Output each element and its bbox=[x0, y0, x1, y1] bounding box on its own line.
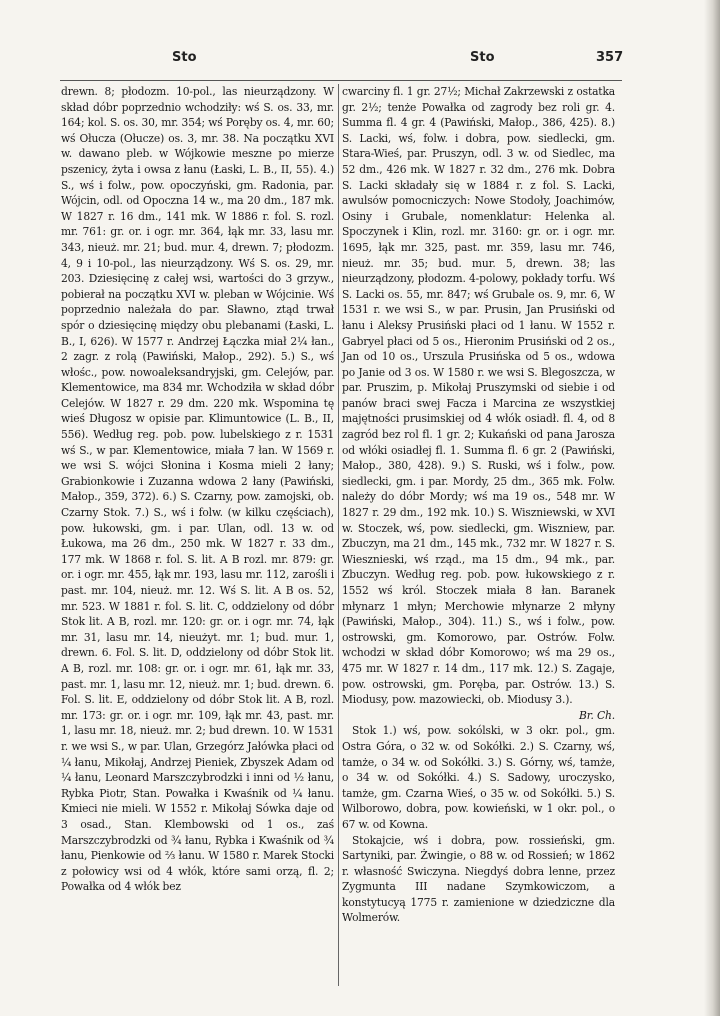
page-number: 357 bbox=[596, 50, 624, 65]
right-column bbox=[342, 84, 615, 926]
header-right-title: Sto bbox=[470, 50, 495, 65]
header-rule bbox=[60, 80, 622, 81]
page-header bbox=[0, 50, 720, 70]
header-left-title: Sto bbox=[172, 50, 197, 65]
author-signature: Br. Ch. bbox=[579, 708, 615, 722]
column-divider bbox=[338, 84, 339, 986]
book-spine-shadow bbox=[704, 0, 720, 1016]
entry-stokajcie: Stokajcie, wś i dobra, pow. rossieński, gm. Sartyniki, par. Żwingie, o 88 w. od Rossień; w 1862 r. własność Swiczyna. Niegdyś dobra lenne, przez Zygmunta III nadane Szymkowiczom, a konstytucyą 1775 r. zamienione w dziedziczne dla Wolmerów. bbox=[342, 833, 615, 925]
left-column bbox=[61, 84, 334, 895]
entry-continuation: cwarciny fl. 1 gr. 27½; Michał Zakrzewski z ostatka gr. 2½; tenże Powałka od zagrody bez roli gr. 4. Summa fl. 4 gr. 4 (Pawiński, Małop., 386, 425). 8.) S. Lacki, wś, folw. i dobra, pow. siedlecki, gm. Stara-Wieś, par. Pruszyn, odl. 3 w. od Siedlec, ma 52 dm., 426 mk. W 1827 r. 32 dm., 276 mk. Dobra S. Lacki składały się w 1884 r. z fol. S. Lacki, awulsów pomocniczych: Nowe Stodoły, Joachimów, Osiny i Grubale, nomenklatur: Helenka al. Spoczynek i Klin, rozl. mr. 3160: gr. or. i ogr. mr. 1695, łąk mr. 325, past. mr. 359, lasu mr. 746, nieuż. mr. 35; bud. mur. 5, drewn. 38; las nieurządzony, płodozm. 4-polowy, pokłady torfu. Wś S. Lacki os. 55, mr. 847; wś Grubale os. 9, mr. 6, W 1531 r. we wsi S., w par. Prusin, Jan Prusiński od łanu i Aleksy Prusiński płaci od 1 łanu. W 1552 r. Gabryel płaci od 5 os., Hieronim Prusiński od 2 os., Jan od 10 os., Urszula Prusińska od 5 os., wdowa po Janie od 3 os. W 1580 r. we wsi S. Blegoszcza, w par. Pruszim, p. Mikołaj Pruszymski od siebie i od panów braci swej Facza i Marcina ze wszystkiej majętności prusimskiej od 4 włók osiadł. fl. 4, od 8 zagród bez rol fl. 1 gr. 2; Kukański od pana Jarosza od włóki osiadłej fl. 1. Summa fl. 6 gr. 2 (Pawiński, Małop., 380, 428). 9.) S. Ruski, wś i folw., pow. siedlecki, gm. i par. Mordy, 25 dm., 365 mk. Folw. należy do dóbr Mordy; wś ma 19 os., 548 mr. W 1827 r. 29 dm., 192 mk. 10.) S. Wiszniewski, w XVI w. Stoczek, wś, pow. siedlecki, gm. Wiszniew, par. Zbuczyn, ma 21 dm., 145 mk., 732 mr. W 1827 r. S. Wiesznieski, wś rząd., ma 15 dm., 94 mk., par. Zbuczyn. Według reg. pob. pow. łukowskiego z r. 1552 wś król. Stoczek miała 8 łan. Baranek młynarz 1 młyn; Merchowie młynarze 2 młyny (Pawiński, Małop., 304). 11.) S., wś i folw., pow. ostrowski, gm. Komorowo, par. Ostrów. Folw. wchodzi w skład dóbr Komorowo; wś ma 29 os., 475 mr. W 1827 r. 14 dm., 117 mk. 12.) S. Zagaje, pow. ostrowski, gm. Poręba, par. Ostrów. 13.) S. Miodusy, pow. mazowiecki, ob. Miodusy 3.). bbox=[342, 85, 615, 707]
left-column-text: drewn. 8; płodozm. 10-pol., las nieurządzony. W skład dóbr poprzednio wchodziły: wś S. os. 33, mr. 164; kol. S. os. 30, mr. 354; wś Poręby os. 4, mr. 60; wś Ołucza (Ołucze) os. 3, mr. 38. Na początku XVI w. dawano pleb. w Wójkowie meszne po mierze pszenicy, żyta i owsa z łanu (Łaski, L. B., II, 55). 4.) S., wś i folw., pow. opoczyński, gm. Radonia, par. Wójcin, odl. od Opoczna 14 w., ma 20 dm., 187 mk. W 1827 r. 16 dm., 141 mk. W 1886 r. fol. S. rozl. mr. 761: gr. or. i ogr. mr. 364, łąk mr. 33, lasu mr. 343, nieuż. mr. 21; bud. mur. 4, drewn. 7; płodozm. 4, 9 i 10-pol., las nieurządzony. Wś S. os. 29, mr. 203. Dziesięcinę z całej wsi, wartości do 3 grzyw., pobierał na początku XVI w. pleban w Wójcinie. Wś poprzednio należała do par. Sławno, ztąd trwał spór o dziesięcinę między obu plebanami (Łaski, L. B., I, 626). W 1577 r. Andrzej Łączka miał 2¼ łan., 2 zagr. z rolą (Pawiński, Małop., 292). 5.) S., wś włośc., pow. nowoaleksandryjski, gm. Celejów, par. Klementowice, ma 834 mr. Wchodziła w skład dóbr Celejów. W 1827 r. 29 dm. 220 mk. Wspomina tę wieś Długosz w opisie par. Klimuntowice (L. B., II, 556). Według reg. pob. pow. lubelskiego z r. 1531 wś S., w par. Klementowice, miała 7 łan. W 1569 r. we wsi S. wójci Słonina i Kosma mieli 2 łany; Grabionkowie i Zuzanna wdowa 2 łany (Pawiński, Małop., 359, 372). 6.) S. Czarny, pow. zamojski, ob. Czarny Stok. 7.) S., wś i folw. (w kilku częściach), pow. łukowski, gm. i par. Ulan, odl. 13 w. od Łukowa, ma 26 dm., 250 mk. W 1827 r. 33 dm., 177 mk. W 1868 r. fol. S. lit. A B rozl. mr. 879: gr. or. i ogr. mr. 455, łąk mr. 193, lasu mr. 112, zarośli i past. mr. 104, nieuż. mr. 12. Wś S. lit. A B os. 52, mr. 523. W 1881 r. fol. S. lit. C, oddzielony od dóbr Stok lit. A B, rozl. mr. 120: gr. or. i ogr. mr. 74, łąk mr. 31, lasu mr. 14, nieużyt. mr. 1; bud. mur. 1, drewn. 6. Fol. S. lit. D, oddzielony od dóbr Stok lit. A B, rozl. mr. 108: gr. or. i ogr. mr. 61, łąk mr. 33, past. mr. 1, lasu mr. 12, nieuż. mr. 1; bud. drewn. 6. Fol. S. lit. E, oddzielony od dóbr Stok lit. A B, rozl. mr. 173: gr. or. i ogr. mr. 109, łąk mr. 43, past. mr. 1, lasu mr. 18, nieuż. mr. 2; bud drewn. 10. W 1531 r. we wsi S., w par. Ulan, Grzegórz Jałówka płaci od ¼ łanu, Mikołaj, Andrzej Pieniek, Zbyszek Adam od ¼ łanu, Leonard Marszczybrodzki i inni od ½ łanu, Rybka Piotr, Stan. Powałka i Kwaśnik od ¼ łanu. Kmieci nie mieli. W 1552 r. Mikołaj Sówka daje od 3 osad., Stan. Klembowski od 1 os., zaś Marszczybrodzki od ¾ łanu, Rybka i Kwaśnik od ¾ łanu, Pienkowie od ⅔ łanu. W 1580 r. Marek Stocki z połowicy wsi od 4 włók, które sami orzą, fl. 2; Powałka od 4 włók bez bbox=[61, 85, 334, 894]
entry-stok: Stok 1.) wś, pow. sokólski, w 3 okr. pol., gm. Ostra Góra, o 32 w. od Sokółki. 2.) S. Czarny, wś, tamże, o 34 w. od Sokółki. 3.) S. Górny, wś, tamże, o 34 w. od Sokółki. 4.) S. Sadowy, uroczysko, tamże, gm. Czarna Wieś, o 35 w. od Sokółki. 5.) S. Wilborowo, dobra, pow. kowieński, w 1 okr. pol., o 67 w. od Kowna. bbox=[342, 724, 615, 831]
